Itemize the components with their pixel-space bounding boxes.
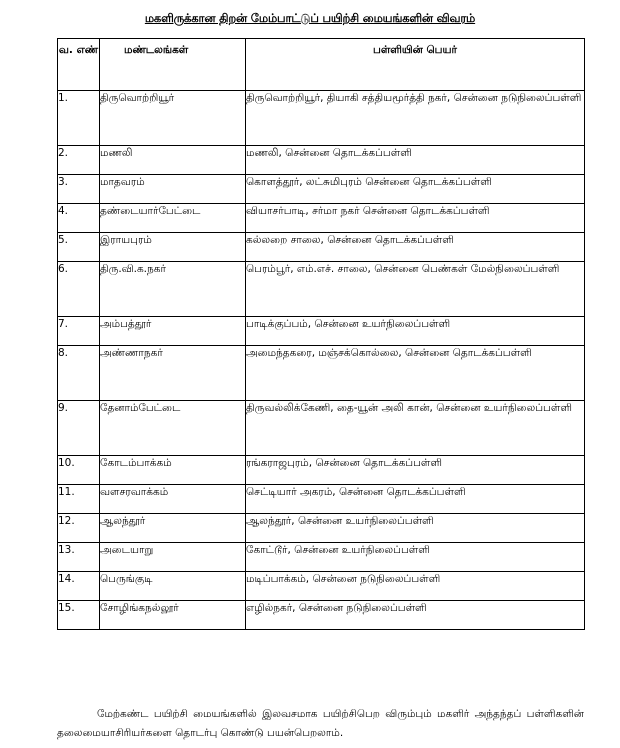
page-title: மகளிருக்கான திறன் மேம்பாட்டுப் பயிற்சி மையங்களின் விவரம்: [144, 11, 476, 25]
serial-number-cell: 12.: [58, 514, 100, 543]
school-name-cell: எழில்நகர், சென்னை நடுநிலைப்பள்ளி: [246, 601, 585, 630]
zone-cell: அடையாறு: [100, 543, 246, 572]
header-serial-number: வ. எண்: [58, 39, 100, 91]
serial-number-cell: 4.: [58, 204, 100, 233]
table-row: [58, 175, 585, 204]
table-row: [58, 401, 585, 456]
serial-number-cell: 8.: [58, 346, 100, 401]
school-name-cell: கல்லறை சாலை, சென்னை தொடக்கப்பள்ளி: [246, 233, 585, 262]
school-name-cell: அமைந்தகரை, மஞ்சக்கொல்லை, சென்னை தொடக்கப்பள்ளி: [246, 346, 585, 401]
table-row: [58, 146, 585, 175]
school-name-cell: கோட்டூர், சென்னை உயர்நிலைப்பள்ளி: [246, 543, 585, 572]
serial-number-cell: 1.: [58, 91, 100, 146]
footer-note: மேற்கண்ட பயிற்சி மையங்களில் இலவசமாக பயிற்சிபெற விரும்பும் மகளிர் அந்தந்தப் பள்ளிகளின் தலைமையாசிரியர்களை தொடர்பு கொண்டு பயன்பெறலாம்.: [57, 708, 584, 739]
zone-cell: தண்டையார்பேட்டை: [100, 204, 246, 233]
serial-number-cell: 3.: [58, 175, 100, 204]
zone-cell: இராயபுரம்: [100, 233, 246, 262]
school-name-cell: மணலி, சென்னை தொடக்கப்பள்ளி: [246, 146, 585, 175]
zone-cell: மாதவரம்: [100, 175, 246, 204]
zone-cell: தேனாம்பேட்டை: [100, 401, 246, 456]
school-name-cell: பெரம்பூர், எம்.எச். சாலை, சென்னை பெண்கள் மேல்நிலைப்பள்ளி: [246, 262, 585, 317]
table-row: [58, 514, 585, 543]
zone-cell: திரு.வி.க.நகர்: [100, 262, 246, 317]
school-name-cell: திருவல்லிக்கேணி, தை-யூன் அலி கான், சென்னை உயர்நிலைப்பள்ளி: [246, 401, 585, 456]
school-name-cell: மடிப்பாக்கம், சென்னை நடுநிலைப்பள்ளி: [246, 572, 585, 601]
school-name-cell: ஆலந்தூர், சென்னை உயர்நிலைப்பள்ளி: [246, 514, 585, 543]
school-name-cell: வியாசர்பாடி, சர்மா நகர் சென்னை தொடக்கப்பள்ளி: [246, 204, 585, 233]
table-row: [58, 233, 585, 262]
table-row: [58, 572, 585, 601]
zone-cell: ஆலந்தூர்: [100, 514, 246, 543]
zone-cell: அம்பத்தூர்: [100, 317, 246, 346]
table-row: [58, 456, 585, 485]
serial-number-cell: 9.: [58, 401, 100, 456]
table-row: [58, 346, 585, 401]
school-name-cell: பாடிக்குப்பம், சென்னை உயர்நிலைப்பள்ளி: [246, 317, 585, 346]
school-name-cell: செட்டியார் அகரம், சென்னை தொடக்கப்பள்ளி: [246, 485, 585, 514]
serial-number-cell: 14.: [58, 572, 100, 601]
school-name-cell: திருவொற்றியூர், தியாகி சத்தியமூர்த்தி நகர், சென்னை நடுநிலைப்பள்ளி: [246, 91, 585, 146]
table-row: [58, 262, 585, 317]
table-header-row: [58, 39, 585, 91]
serial-number-cell: 6.: [58, 262, 100, 317]
zone-cell: சோழிங்கநல்லூர்: [100, 601, 246, 630]
zone-cell: அண்ணாநகர்: [100, 346, 246, 401]
zone-cell: கோடம்பாக்கம்: [100, 456, 246, 485]
serial-number-cell: 13.: [58, 543, 100, 572]
serial-number-cell: 7.: [58, 317, 100, 346]
table-row: [58, 485, 585, 514]
school-name-cell: ரங்கராஜபுரம், சென்னை தொடக்கப்பள்ளி: [246, 456, 585, 485]
table-body: [58, 91, 585, 630]
table-row: [58, 91, 585, 146]
training-centres-table: [57, 38, 585, 630]
serial-number-cell: 11.: [58, 485, 100, 514]
serial-number-cell: 15.: [58, 601, 100, 630]
zone-cell: மணலி: [100, 146, 246, 175]
table-row: [58, 601, 585, 630]
zone-cell: வளசரவாக்கம்: [100, 485, 246, 514]
school-name-cell: கொளத்தூர், லட்சுமிபுரம் சென்னை தொடக்கப்பள்ளி: [246, 175, 585, 204]
zone-cell: திருவொற்றியூர்: [100, 91, 246, 146]
table-row: [58, 317, 585, 346]
header-school-name: பள்ளியின் பெயர்: [246, 39, 585, 91]
table-row: [58, 543, 585, 572]
serial-number-cell: 10.: [58, 456, 100, 485]
zone-cell: பெருங்குடி: [100, 572, 246, 601]
header-zones: மண்டலங்கள்: [100, 39, 246, 91]
serial-number-cell: 2.: [58, 146, 100, 175]
table-row: [58, 204, 585, 233]
serial-number-cell: 5.: [58, 233, 100, 262]
